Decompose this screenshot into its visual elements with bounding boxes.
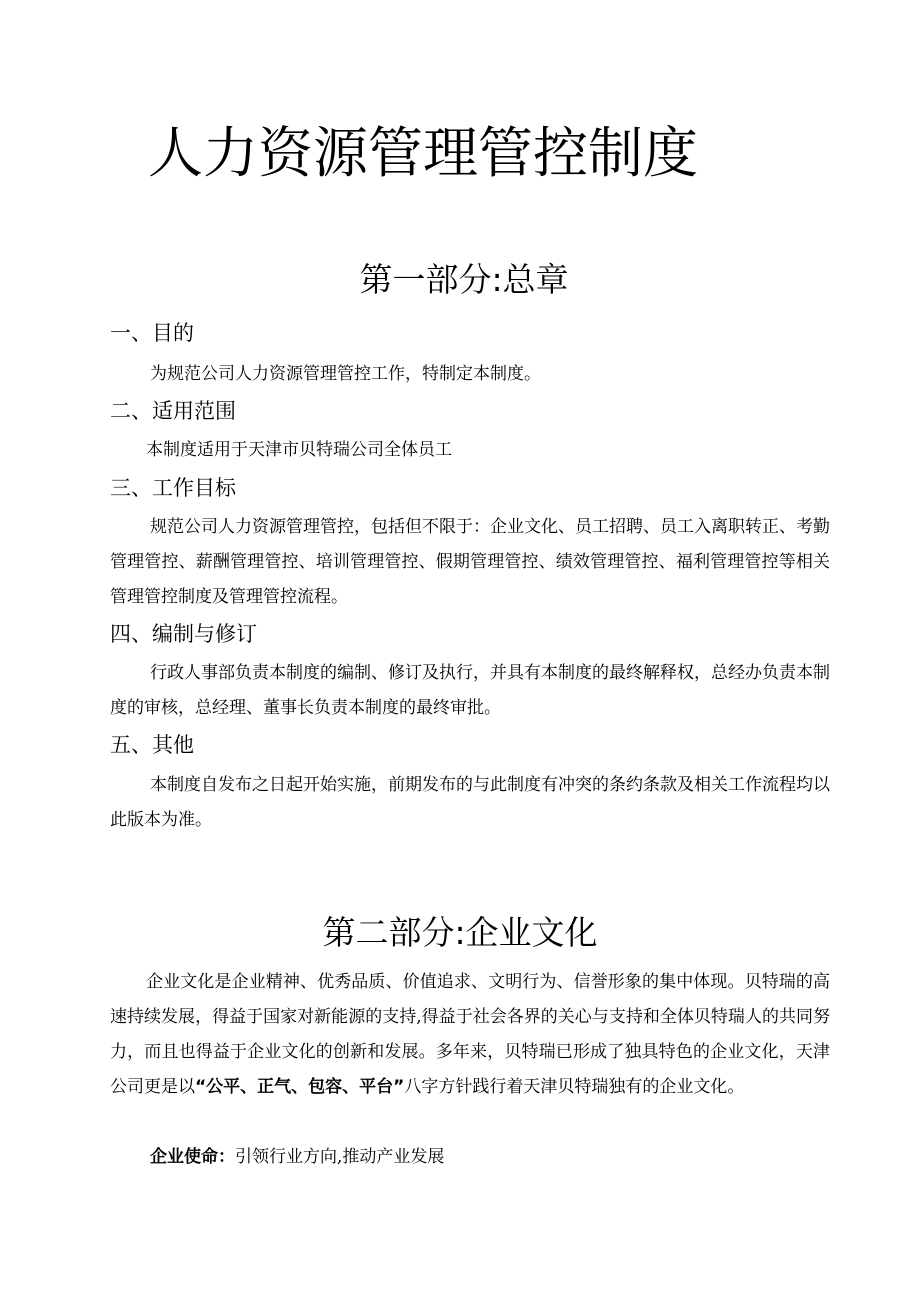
mission-text: 引领行业方向,推动产业发展: [235, 1147, 445, 1167]
section-heading-compilation: 四、编制与修订: [110, 622, 257, 646]
section-heading-other: 五、其他: [110, 733, 194, 757]
section-body-scope: 本制度适用于天津市贝特瑞公司全体员工: [146, 440, 452, 460]
mission-label: 企业使命：: [150, 1147, 235, 1167]
corporate-culture-intro: 企业文化是企业精神、优秀品质、价值追求、文明行为、信誉形象的集中体现。贝特瑞的高速持续发展，得益于国家对新能源的支持,得益于社会各界的关心与支持和全体贝特瑞人的共同努力，而且也得益于企业文化的创新和发展。多年来，贝特瑞已形成了独具特色的企业文化，天津公司更是以“公平、正气、包容、平台”八字方针践行着天津贝特瑞独有的企业文化。: [110, 972, 830, 1097]
part2-title: 第二部分:企业文化: [322, 913, 598, 952]
section-body-other: 本制度自发布之日起开始实施，前期发布的与此制度有冲突的条约条款及相关工作流程均以此版本为准。: [110, 775, 830, 830]
part1-title: 第一部分:总章: [359, 260, 569, 299]
corporate-mission: [110, 1140, 830, 1175]
section-heading-purpose: 一、目的: [110, 321, 194, 345]
document-title: 人力资源管理管控制度: [148, 121, 699, 185]
section-body-purpose: 为规范公司人力资源管理管控工作，特制定本制度。: [150, 364, 541, 384]
section-heading-goals: 三、工作目标: [110, 476, 236, 500]
culture-motto: “公平、正气、包容、平台”: [195, 1077, 405, 1097]
section-body-goals: 规范公司人力资源管理管控，包括但不限于：企业文化、员工招聘、员工入离职转正、考勤管理管控、薪酬管理管控、培训管理管控、假期管理管控、绩效管理管控、福利管理管控等相关管理管控制度及管理管控流程。: [110, 517, 830, 607]
section-heading-scope: 二、适用范围: [110, 399, 236, 423]
section-body-compilation: 行政人事部负责本制度的编制、修订及执行，并具有本制度的最终解释权，总经办负责本制度的审核，总经理、董事长负责本制度的最终审批。: [110, 663, 830, 718]
